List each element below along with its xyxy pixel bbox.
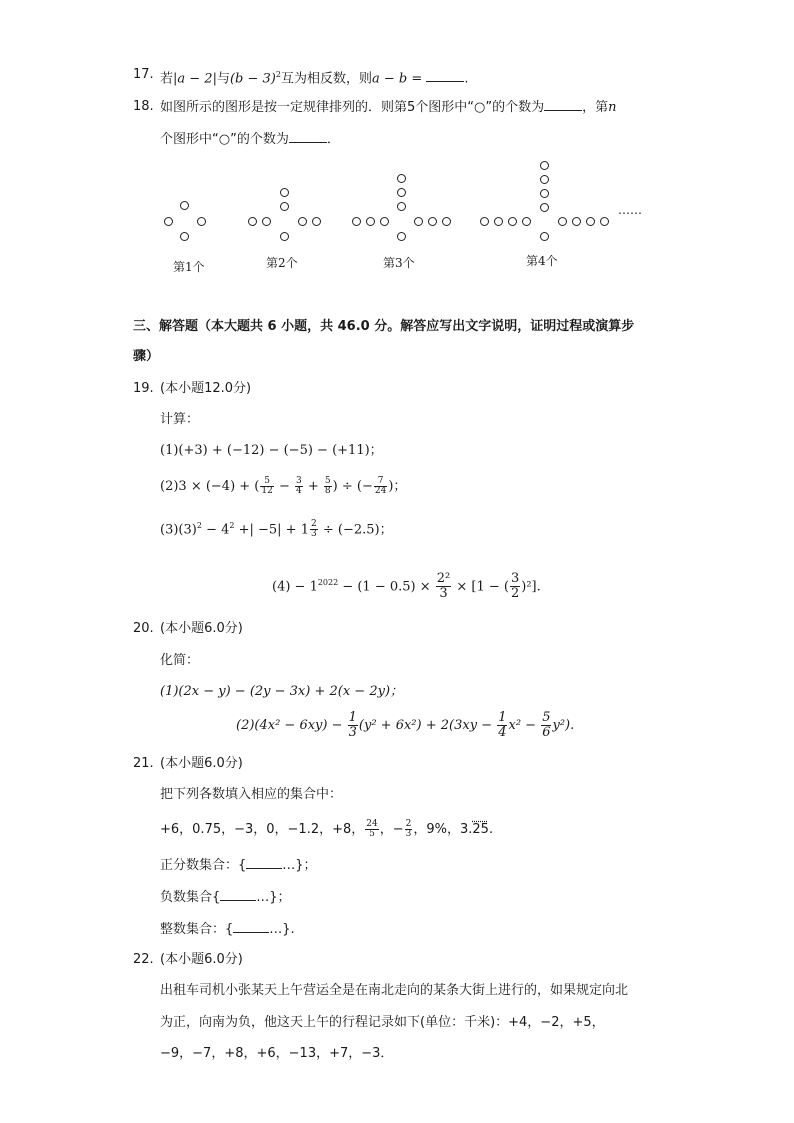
q21-score: (本小题6.0分)	[160, 756, 243, 771]
figure-label-3: 第3个	[383, 256, 415, 270]
integer-set: 整数集合：{ …}.	[160, 922, 295, 937]
q20-instruction: 化简：	[160, 653, 200, 668]
q20-score: (本小题6.0分)	[160, 621, 243, 636]
q22-score: (本小题6.0分)	[160, 952, 243, 967]
q18-line2: 个图形中“○”的个数为 ．	[160, 132, 340, 147]
figure-label-1: 第1个	[173, 260, 205, 274]
q21-number-list: +6，0.75，−3，0，−1.2，+8， $\frac{24}{5}$ ，− $\frac{2}{3}$ ，9%，3.25.	[160, 819, 494, 839]
q22-line1: 出租车司机小张某天上午营运全是在南北走向的某条大街上进行的，如果规定向北	[160, 983, 629, 998]
q21-instruction: 把下列各数填入相应的集合中：	[160, 787, 343, 802]
q18-number: 18.	[133, 99, 154, 114]
negative-set: 负数集合{ …}；	[160, 890, 291, 905]
q19-score: (本小题12.0分)	[160, 381, 252, 396]
q19-instruction: 计算：	[160, 412, 200, 427]
positive-fraction-set: 正分数集合：{ …}；	[160, 858, 317, 873]
q19-part4: $(4) - 1^{2022} - (1 - 0.5)$ × $\frac{\text{2²}}{3}$ × [1 − ( $\frac{3}{2}$ )²].	[272, 571, 541, 602]
q19-part2: (2)3 × (−4) + ( $\frac{5}{12}$ − $\frac{3}{4}$ + $\frac{5}{8}$ ) ÷ (− $\frac{7}{24}$ )；	[160, 476, 407, 496]
q18-line1: 如图所示的图形是按一定规律排列的．则第5个图形中“○”的个数为 ，第n	[160, 100, 617, 115]
ellipsis: ……	[618, 203, 642, 217]
q17-text: 若|a − 2|与$(b - 3)^2$互为相反数，则a − b = .	[160, 70, 469, 87]
q22-number: 22.	[133, 952, 154, 967]
q20-number: 20.	[133, 621, 154, 636]
q20-part1: (1)(2x − y) − (2y − 3x) + 2(x − 2y)；	[160, 684, 404, 699]
q20-part2: (2)(4x² − 6xy) − $\frac{1}{3}$ (y² + 6x²) + 2(3xy − $\frac{1}{4}$ x² − $\frac{5}{6}$ y²).	[236, 710, 575, 740]
q19-part3: $(3)(3)^2 - 4^2$ +| −5| + 1 $\frac{2}{3}$ ÷ (−2.5)；	[160, 519, 393, 540]
figure-label-2: 第2个	[266, 256, 298, 270]
q19-number: 19.	[133, 381, 154, 396]
section-heading: 三、解答题（本大题共 6 小题，共 46.0 分。解答应写出文字说明，证明过程或演算步	[133, 319, 635, 334]
figure-label-4: 第4个	[526, 254, 558, 268]
q21-number: 21.	[133, 756, 154, 771]
answer-blank	[426, 69, 464, 82]
section-heading-cont: 骤）	[133, 349, 160, 364]
answer-blank	[544, 98, 582, 111]
q22-line3: −9，−7，+8，+6，−13，+7，−3．	[160, 1046, 394, 1061]
q22-line2: 为正，向南为负，他这天上午的行程记录如下(单位：千米)：+4，−2，+5，	[160, 1015, 605, 1030]
q17-number: 17.	[133, 67, 154, 82]
answer-blank	[289, 130, 327, 143]
q19-part1: (1)(+3) + (−12) − (−5) − (+11)；	[160, 443, 383, 458]
